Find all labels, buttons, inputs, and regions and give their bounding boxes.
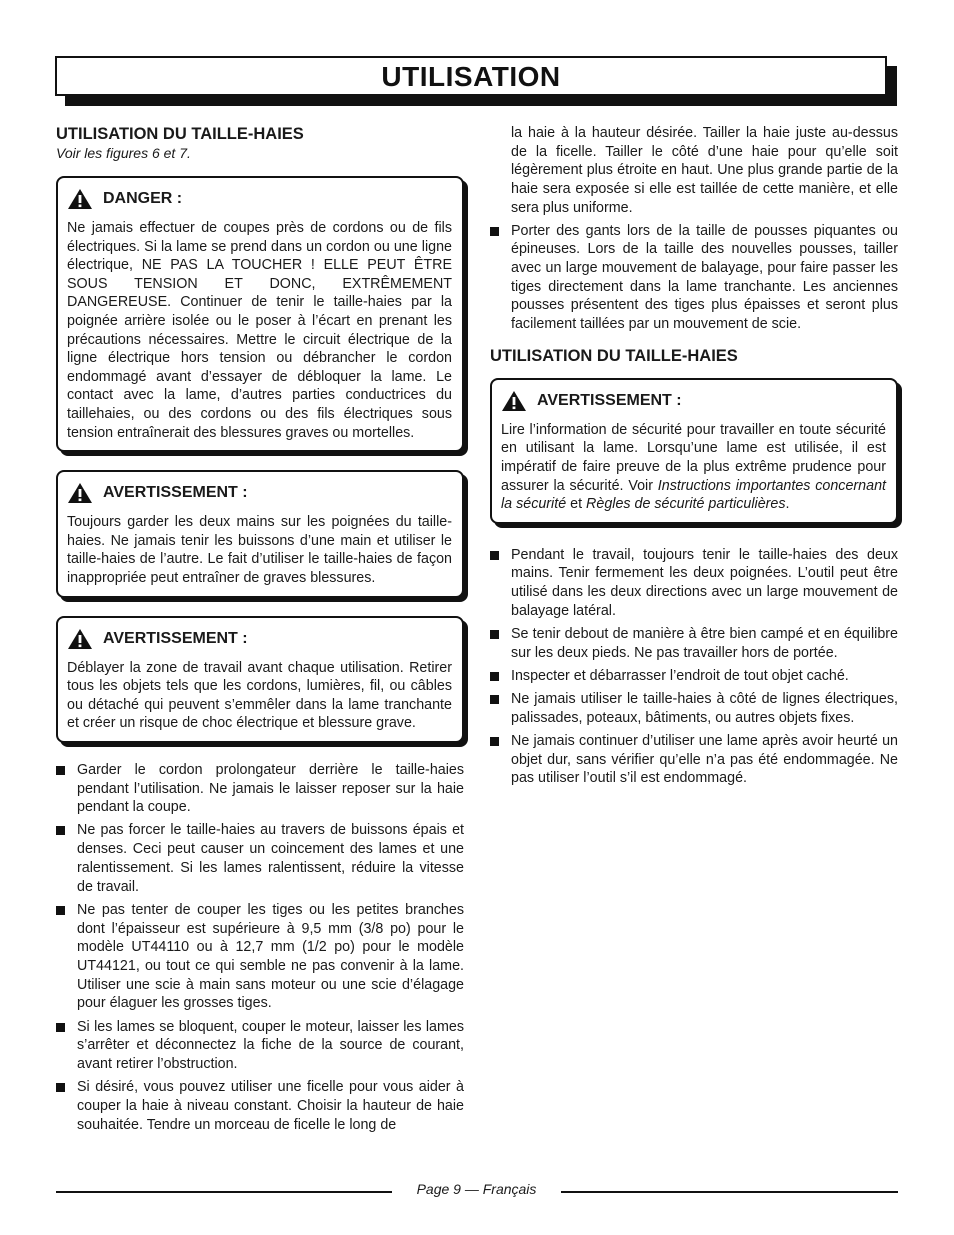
footer-rule (561, 1191, 898, 1193)
bullet-square-icon (490, 227, 499, 236)
warning-triangle-icon (501, 390, 527, 412)
list-item: Ne jamais continuer d’utiliser une lame après avoir heurté un objet dur, sans vérifier qu’elle n’a pas été endommagée. Ne pas utiliser l’outil s’il est endommagé. (490, 732, 898, 788)
bullet-square-icon (490, 630, 499, 639)
list-item: Ne pas forcer le taille-haies au travers de buissons épais et denses. Ceci peut causer un coincement des lames et une ralentissement. Si les lames ralentissent, réduire la vitesse de travail. (56, 821, 464, 896)
danger-text: Ne jamais effectuer de coupes près de cordons ou de fils électriques. Si la lame se prend dans un cordon ou une ligne électrique, NE PAS LA TOUCHER ! ELLE PEUT ÊTRE SOUS TENSION ET DONC, EXTRÊMEMENT DANGEREUSE. Continuer de tenir le taille-haies par la poignée arrière isolée ou le poser à l’écart en prenant les précautions nécessaires. Mettre le circuit électrique de la ligne électrique hors tension ou débrancher le cordon endommagé avant d’essayer de débloquer la lame. Le contact avec la lame, d’autres parties conductrices du taillehaies, ou des cordons ou des fils électriques sous tension entraînerait des blessures graves ou mortelles. (67, 220, 452, 441)
bullet-list (490, 222, 898, 334)
list-item: Pendant le travail, toujours tenir le taille-haies des deux mains. Tenir fermement les deux poignées. L’outil peut être utilisé dans les deux directions avec un large mouvement de balayage latéral. (490, 546, 898, 621)
list-item: Ne jamais utiliser le taille-haies à côté de lignes électriques, palissades, poteaux, bâtiments, ou autres objets fixes. (490, 690, 898, 727)
list-item: Ne pas tenter de couper les tiges ou les petites branches dont l’épaisseur est supérieure à 9,5 mm (3/8 po) pour le modèle UT44110 ou à 12,7 mm (1/2 po) pour le modèle UT44121, ou tout ce qui semble ne pas convenir à la lame. Utiliser une scie à main sans moteur ou une scie d’élagage pour élaguer les grosses tiges. (56, 901, 464, 1013)
figure-reference: Voir les figures 6 et 7. (56, 145, 191, 161)
list-item: Se tenir debout de manière à être bien campé et en équilibre sur les deux pieds. Ne pas travailler hors de portée. (490, 625, 898, 662)
right-column (490, 124, 898, 793)
bullet-square-icon (490, 672, 499, 681)
warning-text: Déblayer la zone de travail avant chaque utilisation. Retirer tous les objets tels que les cordons, lumières, fil, ou câbles ou détaché qui peuvent s’emmêler dans la lame tranchante et créer un risque de choc électrique et blessure grave. (67, 659, 452, 732)
footer-rule (56, 1191, 392, 1193)
section-heading: UTILISATION DU TAILLE-HAIES (56, 125, 304, 143)
list-item: Inspecter et débarrasser l’endroit de tout objet caché. (490, 667, 898, 686)
warning-box (490, 378, 898, 524)
list-item: Si désiré, vous pouvez utiliser une ficelle pour vous aider à couper la haie à niveau constant. Choisir la hauteur de haie souhaitée. Tendre un morceau de ficelle le long de (56, 1078, 464, 1134)
warning-box (56, 470, 464, 597)
left-column (56, 124, 464, 1139)
bullet-square-icon (56, 906, 65, 915)
bullet-square-icon (56, 766, 65, 775)
warning-label: AVERTISSEMENT : (537, 391, 682, 409)
danger-box (56, 176, 464, 452)
bullet-square-icon (56, 1083, 65, 1092)
warning-text: Lire l’information de sécurité pour travailler en toute sécurité en utilisant la lame. Lorsqu’une lame est utilisée, il est impératif de faire preuve de la plus extrême prudence pour assurer la sécurité. Voir Instructions importantes concernant la sécurité et Règles de sécurité particulières. (501, 421, 886, 513)
continued-text: la haie à la hauteur désirée. Tailler la haie juste au-dessus de la ficelle. Tailler le côté d’une haie pour qu’elle soit légèrement plus étroite en haut. Une plus grande partie de la haie sera exposée si elle est taillée de cette manière, et elle sera plus uniforme. (511, 125, 898, 216)
bullet-list (56, 761, 464, 1134)
warning-triangle-icon (67, 482, 93, 504)
warning-triangle-icon (67, 188, 93, 210)
list-item: Porter des gants lors de la taille de pousses piquantes ou épineuses. Lors de la taille des nouvelles pousses, tailler avec un large mouvement de balayage, pour faire passer les tiges directement dans la lame tranchante. Les anciennes pousses présentent des tiges plus épaisses et seront plus facilement taillées par un mouvement de scie. (490, 222, 898, 334)
warning-label: AVERTISSEMENT : (103, 484, 248, 502)
section-heading: UTILISATION DU TAILLE-HAIES (490, 346, 738, 365)
list-item: Garder le cordon prolongateur derrière le taille-haies pendant l’utilisation. Ne jamais le laisser reposer sur la haie pendant la coupe. (56, 761, 464, 817)
bullet-square-icon (56, 1023, 65, 1032)
bullet-square-icon (490, 737, 499, 746)
warning-triangle-icon (67, 628, 93, 650)
warning-box (56, 616, 464, 743)
title-banner (55, 56, 887, 96)
bullet-list (490, 546, 898, 788)
bullet-square-icon (56, 826, 65, 835)
danger-label: DANGER : (103, 190, 183, 207)
warning-text: Toujours garder les deux mains sur les poignées du taille-haies. Ne jamais tenir les buissons d’une main et utiliser le taille-haies de l’autre. Le fait d’utiliser le taille-haies de façon inappropriée peut entraîner de graves blessures. (67, 514, 452, 586)
page-title: UTILISATION (381, 61, 561, 92)
bullet-square-icon (490, 695, 499, 704)
warning-label: AVERTISSEMENT : (103, 629, 248, 647)
bullet-square-icon (490, 551, 499, 560)
page-number: Page 9 — Français (416, 1181, 537, 1197)
list-item: Si les lames se bloquent, couper le moteur, laisser les lames s’arrêter et déconnectez la fiche de la source de courant, avant retirer l’obstruction. (56, 1018, 464, 1074)
